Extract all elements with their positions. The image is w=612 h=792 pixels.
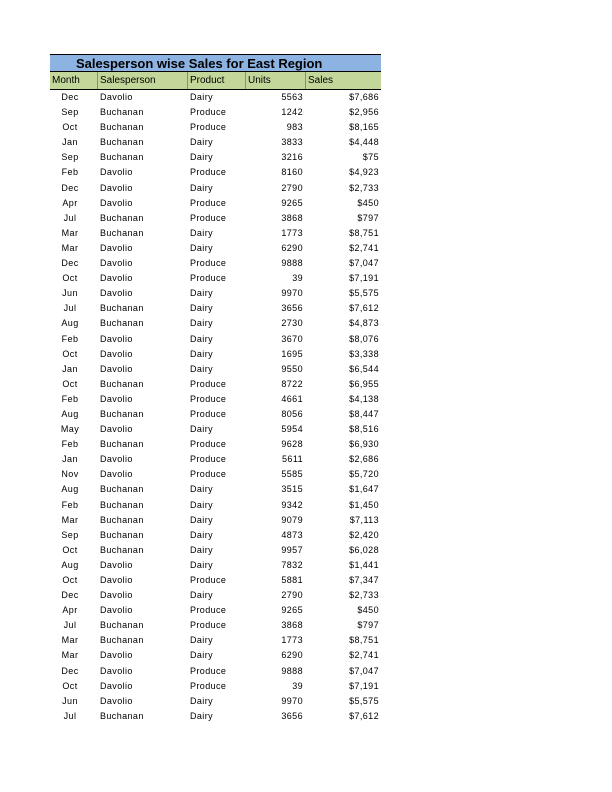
cell-salesperson: Davolio	[100, 680, 133, 691]
cell-units: 2730	[281, 318, 303, 329]
cell-product: Produce	[190, 665, 227, 676]
cell-product: Dairy	[190, 529, 214, 540]
cell-product: Produce	[190, 454, 227, 465]
table-row	[50, 694, 381, 709]
cell-product: Dairy	[190, 333, 214, 344]
cell-salesperson: Davolio	[100, 605, 133, 616]
cell-product: Dairy	[190, 227, 214, 238]
table-body	[50, 90, 381, 724]
cell-salesperson: Buchanan	[100, 212, 144, 223]
cell-month: Jan	[62, 363, 78, 374]
cell-product: Dairy	[190, 424, 214, 435]
column-header-salesperson: Salesperson	[98, 72, 188, 89]
cell-units: 1695	[281, 348, 303, 359]
cell-units: 3868	[281, 620, 303, 631]
cell-sales: $797	[357, 212, 379, 223]
cell-month: Oct	[62, 273, 78, 284]
cell-sales: $6,930	[349, 439, 379, 450]
cell-units: 9970	[281, 695, 303, 706]
table-row	[50, 603, 381, 618]
cell-sales: $4,448	[349, 137, 379, 148]
table-row	[50, 467, 381, 482]
cell-salesperson: Buchanan	[100, 439, 144, 450]
table-row	[50, 543, 381, 558]
cell-product: Dairy	[190, 514, 214, 525]
cell-units: 6290	[281, 650, 303, 661]
cell-month: Mar	[61, 227, 79, 238]
table-row	[50, 165, 381, 180]
table-row	[50, 347, 381, 362]
cell-sales: $3,338	[349, 348, 379, 359]
cell-month: Jan	[62, 454, 78, 465]
table-row	[50, 452, 381, 467]
cell-units: 3656	[281, 710, 303, 721]
cell-salesperson: Davolio	[100, 393, 133, 404]
cell-salesperson: Buchanan	[100, 620, 144, 631]
cell-salesperson: Davolio	[100, 559, 133, 570]
cell-month: Oct	[62, 575, 78, 585]
cell-salesperson: Davolio	[100, 333, 133, 344]
cell-product: Dairy	[190, 288, 214, 299]
cell-month: Aug	[61, 484, 79, 495]
cell-salesperson: Davolio	[100, 258, 133, 269]
cell-month: Jul	[63, 212, 77, 223]
cell-salesperson: Davolio	[100, 167, 133, 178]
cell-salesperson: Davolio	[100, 590, 133, 601]
table-row	[50, 135, 381, 150]
cell-units: 5881	[281, 575, 303, 585]
table-row	[50, 226, 381, 241]
cell-sales: $7,612	[349, 303, 379, 314]
cell-sales: $2,686	[349, 454, 379, 465]
cell-units: 5585	[281, 469, 303, 480]
cell-salesperson: Davolio	[100, 92, 133, 102]
cell-units: 1242	[281, 107, 303, 118]
cell-units: 3868	[281, 212, 303, 223]
cell-sales: $6,028	[349, 544, 379, 555]
cell-sales: $2,741	[349, 650, 379, 661]
cell-units: 9888	[281, 258, 303, 269]
cell-salesperson: Buchanan	[100, 107, 144, 118]
table-row	[50, 588, 381, 603]
column-header-row	[50, 72, 381, 90]
cell-salesperson: Davolio	[100, 363, 133, 374]
cell-product: Produce	[190, 408, 227, 419]
cell-salesperson: Buchanan	[100, 710, 144, 721]
cell-month: Feb	[61, 333, 79, 344]
cell-sales: $5,575	[349, 288, 379, 299]
cell-product: Dairy	[190, 650, 214, 661]
cell-salesperson: Buchanan	[100, 152, 144, 163]
cell-units: 3216	[281, 152, 303, 163]
cell-product: Dairy	[190, 635, 214, 646]
cell-salesperson: Davolio	[100, 182, 133, 193]
cell-sales: $2,733	[349, 590, 379, 601]
cell-units: 4873	[281, 529, 303, 540]
cell-sales: $1,647	[349, 484, 379, 495]
cell-salesperson: Davolio	[100, 242, 133, 253]
table-row	[50, 664, 381, 679]
cell-month: Jun	[62, 288, 78, 299]
cell-salesperson: Davolio	[100, 424, 133, 435]
cell-sales: $8,165	[349, 122, 379, 133]
cell-month: Mar	[61, 635, 79, 646]
cell-units: 5563	[281, 92, 303, 102]
cell-salesperson: Davolio	[100, 665, 133, 676]
table-row	[50, 181, 381, 196]
cell-salesperson: Davolio	[100, 695, 133, 706]
table-row	[50, 679, 381, 694]
cell-units: 2790	[281, 590, 303, 601]
cell-salesperson: Buchanan	[100, 529, 144, 540]
cell-month: Mar	[61, 650, 79, 661]
cell-month: Oct	[62, 378, 78, 389]
cell-units: 3833	[281, 137, 303, 148]
table-row	[50, 558, 381, 573]
cell-product: Dairy	[190, 303, 214, 314]
cell-sales: $7,113	[349, 514, 379, 525]
cell-product: Produce	[190, 378, 227, 389]
cell-sales: $7,191	[349, 680, 379, 691]
cell-product: Produce	[190, 273, 227, 284]
cell-product: Dairy	[190, 242, 214, 253]
cell-units: 9628	[281, 439, 303, 450]
cell-product: Produce	[190, 212, 227, 223]
table-row	[50, 271, 381, 286]
cell-salesperson: Buchanan	[100, 514, 144, 525]
table-row	[50, 211, 381, 226]
cell-units: 4661	[281, 393, 303, 404]
cell-salesperson: Buchanan	[100, 303, 144, 314]
cell-month: May	[60, 424, 80, 435]
sales-table	[50, 54, 381, 724]
cell-product: Dairy	[190, 318, 214, 329]
cell-sales: $2,741	[349, 242, 379, 253]
cell-product: Produce	[190, 469, 227, 480]
cell-units: 9265	[281, 605, 303, 616]
cell-product: Dairy	[190, 544, 214, 555]
cell-units: 9550	[281, 363, 303, 374]
cell-product: Dairy	[190, 484, 214, 495]
cell-sales: $2,733	[349, 182, 379, 193]
table-row	[50, 573, 381, 588]
cell-units: 1773	[281, 635, 303, 646]
cell-product: Dairy	[190, 499, 214, 510]
cell-product: Produce	[190, 258, 227, 269]
cell-salesperson: Davolio	[100, 469, 133, 480]
cell-month: Feb	[61, 167, 79, 178]
table-row	[50, 241, 381, 256]
cell-product: Produce	[190, 122, 227, 133]
cell-salesperson: Buchanan	[100, 635, 144, 646]
cell-product: Dairy	[190, 559, 214, 570]
cell-sales: $7,047	[349, 258, 379, 269]
table-row	[50, 316, 381, 331]
cell-sales: $8,751	[349, 635, 379, 646]
cell-month: Sep	[61, 529, 79, 540]
cell-product: Dairy	[190, 710, 214, 721]
cell-salesperson: Davolio	[100, 288, 133, 299]
table-row	[50, 498, 381, 513]
cell-units: 3515	[281, 484, 303, 495]
cell-product: Produce	[190, 575, 227, 585]
cell-month: Aug	[61, 559, 79, 570]
table-row	[50, 362, 381, 377]
cell-sales: $7,347	[349, 575, 379, 585]
table-title: Salesperson wise Sales for East Region	[50, 54, 381, 72]
cell-salesperson: Buchanan	[100, 378, 144, 389]
cell-month: Mar	[61, 242, 79, 253]
cell-month: Dec	[61, 665, 79, 676]
cell-product: Dairy	[190, 152, 214, 163]
cell-sales: $2,956	[349, 107, 379, 118]
cell-units: 39	[292, 273, 303, 284]
table-row	[50, 150, 381, 165]
cell-month: Nov	[61, 469, 79, 480]
cell-month: Oct	[62, 544, 78, 555]
cell-month: Jan	[62, 137, 78, 148]
column-header-units: Units	[246, 72, 306, 89]
cell-sales: $75	[362, 152, 379, 163]
cell-product: Produce	[190, 167, 227, 178]
cell-month: Dec	[61, 258, 79, 269]
cell-sales: $8,751	[349, 227, 379, 238]
cell-units: 9957	[281, 544, 303, 555]
cell-units: 9970	[281, 288, 303, 299]
cell-month: Dec	[61, 92, 79, 102]
cell-month: Oct	[62, 680, 78, 691]
column-header-month: Month	[50, 72, 98, 89]
table-row	[50, 633, 381, 648]
cell-month: Aug	[61, 408, 79, 419]
cell-sales: $797	[357, 620, 379, 631]
table-row	[50, 709, 381, 724]
cell-product: Dairy	[190, 137, 214, 148]
cell-month: Dec	[61, 182, 79, 193]
cell-salesperson: Buchanan	[100, 499, 144, 510]
cell-sales: $450	[357, 605, 379, 616]
cell-sales: $7,686	[349, 92, 379, 102]
cell-salesperson: Buchanan	[100, 137, 144, 148]
cell-month: Jul	[63, 620, 77, 631]
cell-sales: $7,612	[349, 710, 379, 721]
cell-salesperson: Davolio	[100, 197, 133, 208]
cell-units: 7832	[281, 559, 303, 570]
cell-product: Dairy	[190, 590, 214, 601]
cell-sales: $6,955	[349, 378, 379, 389]
cell-units: 9342	[281, 499, 303, 510]
table-row	[50, 377, 381, 392]
cell-product: Produce	[190, 393, 227, 404]
cell-product: Produce	[190, 605, 227, 616]
cell-sales: $1,450	[349, 499, 379, 510]
cell-units: 5611	[282, 454, 303, 465]
table-row	[50, 286, 381, 301]
cell-units: 9079	[281, 514, 303, 525]
cell-month: Oct	[62, 122, 78, 133]
cell-sales: $4,923	[349, 167, 379, 178]
cell-sales: $7,047	[349, 665, 379, 676]
cell-product: Dairy	[190, 92, 214, 102]
cell-units: 5954	[281, 424, 303, 435]
cell-month: Feb	[61, 439, 79, 450]
cell-month: Oct	[62, 348, 78, 359]
cell-sales: $8,516	[349, 424, 379, 435]
cell-month: Feb	[61, 499, 79, 510]
table-row	[50, 256, 381, 271]
cell-product: Dairy	[190, 363, 214, 374]
cell-units: 3656	[281, 303, 303, 314]
cell-salesperson: Buchanan	[100, 122, 144, 133]
table-row	[50, 90, 381, 105]
table-row	[50, 196, 381, 211]
cell-units: 9888	[281, 665, 303, 676]
cell-sales: $2,420	[349, 529, 379, 540]
cell-month: Jun	[62, 695, 78, 706]
cell-units: 39	[292, 680, 303, 691]
table-row	[50, 618, 381, 633]
table-row	[50, 392, 381, 407]
cell-product: Dairy	[190, 182, 214, 193]
cell-month: Apr	[62, 605, 78, 616]
table-row	[50, 120, 381, 135]
cell-month: Sep	[61, 152, 79, 163]
cell-sales: $8,447	[349, 408, 379, 419]
cell-units: 8722	[281, 378, 303, 389]
cell-month: Dec	[61, 590, 79, 601]
cell-units: 1773	[281, 227, 303, 238]
cell-product: Produce	[190, 197, 227, 208]
cell-salesperson: Davolio	[100, 650, 133, 661]
cell-salesperson: Davolio	[100, 575, 133, 585]
cell-month: Aug	[61, 318, 79, 329]
cell-salesperson: Davolio	[100, 454, 133, 465]
cell-product: Dairy	[190, 348, 214, 359]
cell-salesperson: Buchanan	[100, 408, 144, 419]
table-row	[50, 422, 381, 437]
cell-sales: $450	[357, 197, 379, 208]
cell-product: Dairy	[190, 695, 214, 706]
cell-sales: $4,138	[349, 393, 379, 404]
cell-month: Mar	[61, 514, 79, 525]
table-row	[50, 105, 381, 120]
cell-month: Sep	[61, 107, 79, 118]
table-row	[50, 437, 381, 452]
cell-units: 8056	[281, 408, 303, 419]
cell-month: Jul	[63, 710, 77, 721]
cell-month: Jul	[63, 303, 77, 314]
cell-product: Produce	[190, 620, 227, 631]
cell-sales: $7,191	[349, 273, 379, 284]
table-row	[50, 528, 381, 543]
cell-sales: $5,575	[349, 695, 379, 706]
cell-salesperson: Davolio	[100, 273, 133, 284]
cell-month: Apr	[62, 197, 78, 208]
cell-units: 983	[286, 122, 303, 133]
cell-units: 3670	[281, 333, 303, 344]
column-header-sales: Sales	[308, 75, 334, 86]
cell-salesperson: Davolio	[100, 348, 133, 359]
cell-product: Produce	[190, 680, 227, 691]
cell-units: 2790	[281, 182, 303, 193]
cell-units: 9265	[281, 197, 303, 208]
cell-product: Produce	[190, 439, 227, 450]
cell-sales: $4,873	[349, 318, 379, 329]
cell-salesperson: Buchanan	[100, 227, 144, 238]
cell-salesperson: Buchanan	[100, 484, 144, 495]
table-row	[50, 332, 381, 347]
table-row	[50, 482, 381, 497]
cell-sales: $8,076	[349, 333, 379, 344]
cell-sales: $5,720	[349, 469, 379, 480]
cell-sales: $6,544	[349, 363, 379, 374]
cell-units: 6290	[281, 242, 303, 253]
column-header-product: Product	[188, 72, 246, 89]
table-row	[50, 648, 381, 663]
table-row	[50, 301, 381, 316]
cell-salesperson: Buchanan	[100, 544, 144, 555]
cell-product: Produce	[190, 107, 227, 118]
cell-units: 8160	[281, 167, 303, 178]
table-row	[50, 407, 381, 422]
cell-salesperson: Buchanan	[100, 318, 144, 329]
cell-month: Feb	[61, 393, 79, 404]
table-row	[50, 513, 381, 528]
cell-sales: $1,441	[349, 559, 379, 570]
